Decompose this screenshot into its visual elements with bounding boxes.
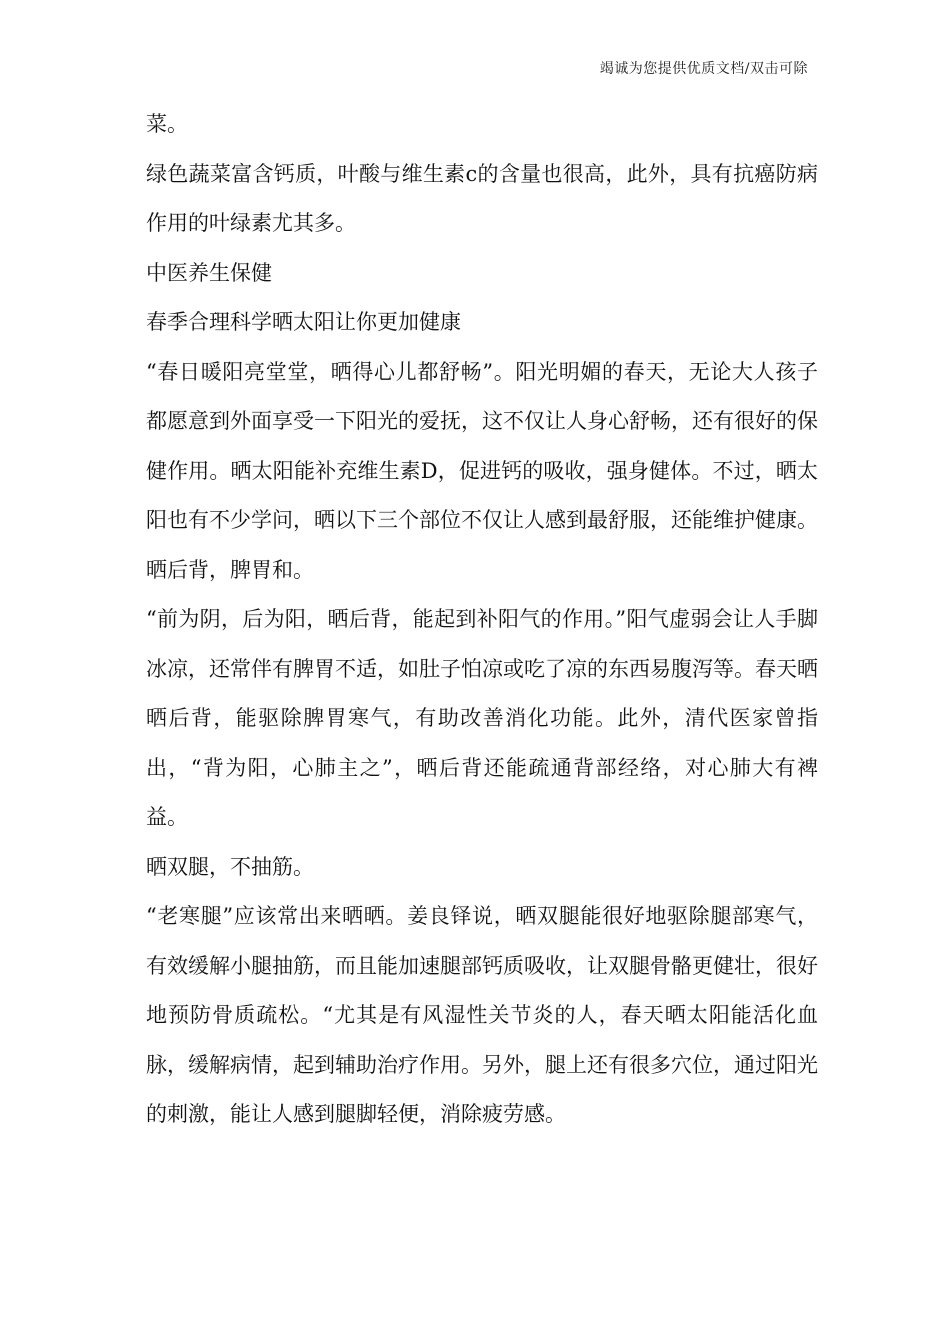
paragraph-continuation: 菜。: [146, 112, 188, 136]
paragraph-back: “前为阴，后为阳，晒后背，能起到补阳气的作用。”阳气虚弱会让人手脚冰凉，还常伴有脾胃不适，如肚子怕凉或吃了凉的东西易腹泻等。春天晒晒后背，能驱除脾胃寒气，有助改善消化功能。此外，清代医家曾指出，“背为阳，心肺主之”，晒后背还能疏通背部经络，对心肺大有裨益。: [146, 607, 818, 829]
header-note: 竭诚为您提供优质文档/双击可除: [599, 61, 808, 77]
paragraph-green-vegetables: 绿色蔬菜富含钙质，叶酸与维生素c的含量也很高，此外，具有抗癌防病作用的叶绿素尤其多。: [146, 161, 818, 235]
article-title: 春季合理科学晒太阳让你更加健康: [146, 310, 461, 334]
subheading-legs: 晒双腿，不抽筋。: [146, 854, 314, 879]
section-heading: 中医养生保健: [146, 260, 272, 285]
paragraph-legs: “老寒腿”应该常出来晒晒。姜良铎说，晒双腿能很好地驱除腿部寒气，有效缓解小腿抽筋，而且能加速腿部钙质吸收，让双腿骨骼更健壮，很好地预防骨质疏松。“尤其是有风湿性关节炎的人，春天晒太阳能活化血脉，缓解病情，起到辅助治疗作用。另外，腿上还有很多穴位，通过阳光的刺激，能让人感到腿脚轻便，消除疲劳感。: [146, 904, 818, 1126]
document-body: [146, 100, 818, 1140]
paragraph-intro: “春日暖阳亮堂堂，晒得心儿都舒畅”。阳光明媚的春天，无论大人孩子都愿意到外面享受一下阳光的爱抚，这不仅让人身心舒畅，还有很好的保健作用。晒太阳能补充维生素D，促进钙的吸收，强身健体。不过，晒太阳也有不少学问，晒以下三个部位不仅让人感到最舒服，还能维护健康。: [146, 359, 818, 532]
subheading-back: 晒后背，脾胃和。: [146, 557, 314, 582]
